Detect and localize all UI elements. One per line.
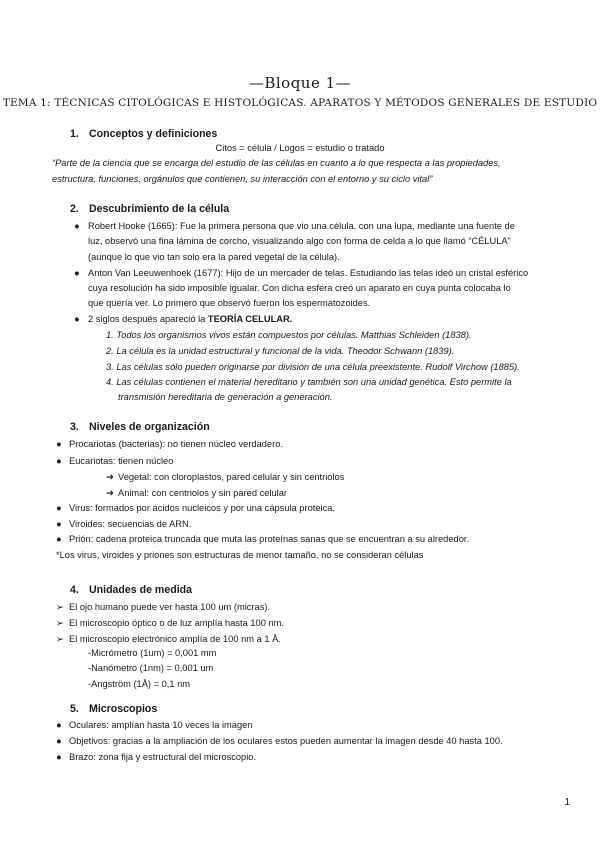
bullet-icon: ● — [56, 503, 62, 513]
bullet-icon: ● — [74, 314, 80, 324]
section-5-heading: 5. Microscopios — [70, 703, 158, 715]
vegetal-subitem: ➔ Vegetal: con cloroplastos, pared celular y sin centriolos — [106, 472, 345, 482]
hooke-line-2: luz, observó una fina lámina de corcho, visualizando algo con forma de celda a lo que llamó “CÉLULA” — [88, 236, 511, 246]
bullet-icon: ● — [56, 534, 62, 544]
page-number: 1 — [564, 797, 570, 808]
postulate-4: 4. Las células contienen el material hereditario y también son una unidad genética. Esto permite la — [106, 377, 512, 387]
conversion-micrometer: -Micrómetro (1um) = 0,001 mm — [88, 648, 217, 658]
unit-item-electronic: ➢ El microscopio electrónico amplía de 100 nm a 1 Å. — [56, 634, 281, 644]
triangle-bullet-icon: ➢ — [56, 634, 64, 644]
topic-subtitle: TEMA 1: TÉCNICAS CITOLÓGICAS E HISTOLÓGICAS. APARATOS Y MÉTODOS GENERALES DE ESTUDIO — [2, 97, 598, 109]
virus-item: ● Virus: formados por ácidos nucleicos y por una cápsula proteica. — [56, 503, 335, 513]
classification-note: *Los virus, viroides y priones son estructuras de menor tamaño. no se consideran células — [56, 550, 424, 560]
unit-item-eye: ➢ El ojo humano puede ver hasta 100 um (micras). — [56, 602, 271, 612]
bullet-icon: ● — [56, 519, 62, 529]
cell-theory-label: TEORÍA CELULAR. — [207, 314, 293, 324]
section-3-heading: 3. Niveles de organización — [70, 421, 210, 433]
animal-subitem: ➔ Animal: con centriolos y sin pared celular — [106, 488, 287, 498]
cell-theory-intro: 2 siglos después apareció la TEORÍA CELULAR. — [88, 314, 293, 324]
arrow-icon: ➔ — [106, 488, 114, 498]
triangle-bullet-icon: ➢ — [56, 618, 64, 628]
arrow-icon: ➔ — [106, 472, 114, 482]
block-title: —Bloque 1— — [248, 74, 352, 92]
bullet-icon: ● — [56, 752, 62, 762]
bullet-icon: ● — [56, 456, 62, 466]
section-1-heading: 1. Conceptos y definiciones — [70, 128, 218, 140]
definition-quote-line-1: “Parte de la ciencia que se encarga del estudio de las células en cuanto a lo que respecta a las propiedades, — [52, 158, 501, 168]
section-4-heading: 4. Unidades de medida — [70, 584, 193, 596]
definition-quote-line-2: estructura, funciones, orgánulos que contienen, su interacción con el entorno y su ciclo vital” — [52, 174, 433, 184]
leeuwenhoek-line-1: Anton Van Leeuwenhoek (1677): Hijo de un mercader de telas. Estudiando las telas ideó un cristal esférico — [88, 268, 529, 278]
prion-item: ● Prión: cadena proteica truncada que muta las proteínas sanas que se encuentran a su alrededor. — [56, 534, 470, 544]
leeuwenhoek-line-3: que quería ver. Lo primero que observó fueron los espermatozoides. — [88, 298, 371, 308]
microscope-item-objetivos: ● Objetivos: gracias a la ampliación de los oculares estos pueden aumentar la imagen desde 40 hasta 100. — [56, 736, 503, 746]
conversion-angstrom: -Angström (1Å) = 0,1 nm — [88, 679, 191, 689]
unit-item-optical: ➢ El microscopio óptico o de luz amplía hasta 100 nm. — [56, 618, 284, 628]
bullet-icon: ● — [56, 720, 62, 730]
postulate-4-continuation: transmisión hereditaria de generación a generación. — [118, 392, 333, 402]
hooke-line-3: (aunque lo que vio tan solo era la pared vegetal de la célula). — [88, 252, 340, 262]
bullet-icon: ● — [56, 736, 62, 746]
conversion-nanometer: -Nanómetro (1nm) = 0,001 um — [88, 663, 214, 673]
etymology-line: Citos = célula / Logos = estudio o tratado — [215, 143, 385, 153]
procariotas-item: ● Procariotas (bacterias): no tienen núcleo verdadero. — [56, 439, 283, 449]
triangle-bullet-icon: ➢ — [56, 602, 64, 612]
bullet-icon: ● — [74, 268, 80, 278]
eucariotas-item: ● Eucariotas: tienen núcleo — [56, 456, 174, 466]
viroides-item: ● Viroides: secuencias de ARN. — [56, 519, 192, 529]
microscope-item-brazo: ● Brazo: zona fija y estructural del microscopio. — [56, 752, 257, 762]
postulate-2: 2. La célula es la unidad estructural y funcional de la vida. Theodor Schwann (1839). — [106, 346, 455, 356]
postulate-3: 3. Las células sólo pueden originarse por división de una célula preexistente. Rudolf Virchow (1885). — [106, 362, 520, 372]
bullet-icon: ● — [56, 439, 62, 449]
leeuwenhoek-line-2: cuya resolución ha sido imposible igualar. Con dicha esfera creó un aparato en cuya punta colocaba lo — [88, 283, 511, 293]
section-2-heading: 2. Descubrimiento de la célula — [70, 203, 230, 215]
postulate-1: 1. Todos los organismos vivos están compuestos por células. Matthias Schleiden (1838). — [106, 330, 472, 340]
hooke-line-1: Robert Hooke (1665): Fue la primera persona que vio una célula. con una lupa, mediante una fuente de — [88, 221, 515, 231]
bullet-icon: ● — [74, 221, 80, 231]
microscope-item-oculares: ● Oculares: amplían hasta 10 veces la imagen — [56, 720, 253, 730]
